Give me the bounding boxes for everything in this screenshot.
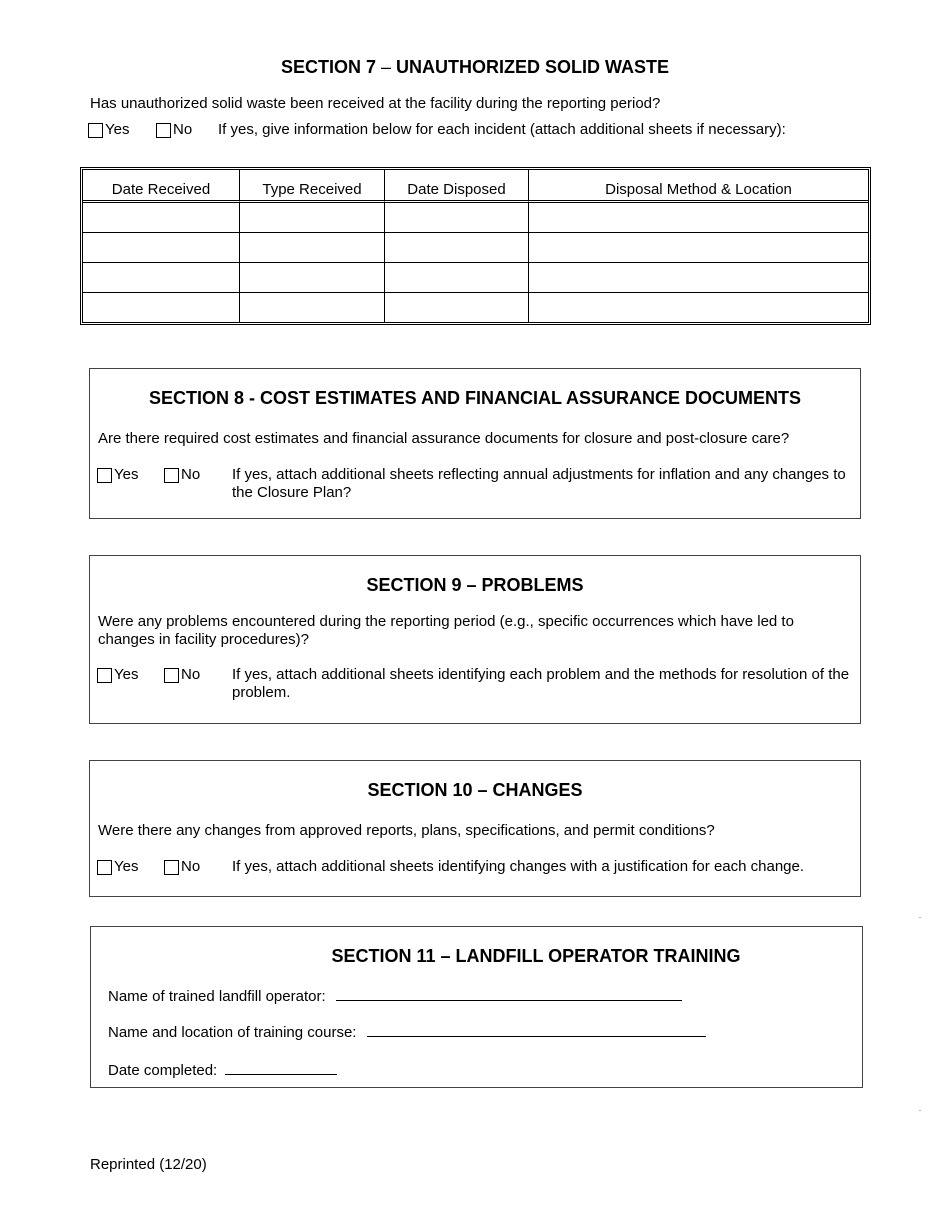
section8-box — [89, 368, 861, 519]
section7-no-label: No — [173, 121, 193, 138]
section7-title — [0, 57, 950, 78]
section10-yes-checkbox[interactable] — [97, 860, 112, 875]
header-type-received: Type Received — [240, 170, 385, 203]
section11-title: SECTION 11 – LANDFILL OPERATOR TRAINING — [331, 946, 741, 966]
section10-no-checkbox[interactable] — [164, 860, 179, 875]
table-cell[interactable] — [83, 263, 240, 293]
table-cell[interactable] — [240, 293, 385, 322]
operator-name-field[interactable] — [336, 986, 682, 1001]
table-cell[interactable] — [385, 233, 529, 263]
section8-no-label: No — [181, 466, 201, 483]
reprinted-note: Reprinted (12/20) — [90, 1156, 207, 1173]
table-cell[interactable] — [385, 203, 529, 233]
table-cell[interactable] — [385, 263, 529, 293]
section10-no-label: No — [181, 858, 201, 875]
section7-instruction: If yes, give information below for each incident (attach additional sheets if necessary): — [218, 121, 786, 138]
section9-box — [89, 555, 861, 724]
table-cell[interactable] — [240, 203, 385, 233]
section8-yes-option[interactable] — [97, 466, 138, 484]
section8-no-checkbox[interactable] — [164, 468, 179, 483]
section10-box — [89, 760, 861, 897]
section11-operator-row — [108, 986, 682, 1006]
section7-no-checkbox[interactable] — [156, 123, 171, 138]
table-cell[interactable] — [529, 233, 868, 263]
table-cell[interactable] — [529, 263, 868, 293]
section9-yes-option[interactable] — [97, 666, 138, 684]
section8-yes-label: Yes — [114, 466, 139, 483]
table-cell[interactable] — [240, 263, 385, 293]
table-cell[interactable] — [83, 293, 240, 322]
section9-question: Were any problems encountered during the reporting period (e.g., specific occurrences which have led to changes in facility procedures)? — [98, 613, 794, 648]
section9-no-option[interactable] — [164, 666, 200, 684]
section7-yes-option[interactable] — [88, 121, 129, 139]
table-cell[interactable] — [529, 293, 868, 322]
date-completed-field[interactable] — [225, 1060, 337, 1075]
scan-speck — [919, 917, 921, 918]
training-course-field[interactable] — [367, 1022, 706, 1037]
section7-title-prefix: SECTION 7 — [280, 57, 376, 77]
table-cell[interactable] — [240, 233, 385, 263]
header-date-received: Date Received — [83, 170, 240, 203]
operator-name-label: Name of trained landfill operator: — [108, 988, 326, 1005]
section9-no-checkbox[interactable] — [164, 668, 179, 683]
table-row — [83, 293, 868, 322]
section11-box — [90, 926, 863, 1088]
section10-yes-option[interactable] — [97, 858, 138, 876]
table-cell[interactable] — [83, 203, 240, 233]
incident-table — [80, 167, 871, 325]
date-completed-label: Date completed: — [108, 1062, 218, 1079]
table-row — [83, 233, 868, 263]
header-date-disposed: Date Disposed — [385, 170, 529, 203]
scan-speck — [919, 1110, 921, 1111]
section8-title: SECTION 8 - COST ESTIMATES AND FINANCIAL ASSURANCE DOCUMENTS — [148, 388, 802, 408]
section10-instruction: If yes, attach additional sheets identifying changes with a justification for each change. — [232, 858, 805, 875]
section7-title-dash: – — [381, 57, 392, 77]
section9-yes-label: Yes — [114, 666, 139, 683]
section7-title-rest: UNAUTHORIZED SOLID WASTE — [396, 57, 670, 77]
section11-date-row — [108, 1060, 337, 1080]
section8-no-option[interactable] — [164, 466, 200, 484]
section8-instruction: If yes, attach additional sheets reflecting annual adjustments for inflation and any changes to the Closure Plan? — [232, 466, 846, 501]
header-disposal-method-location: Disposal Method & Location — [529, 170, 868, 203]
table-cell[interactable] — [529, 203, 868, 233]
section8-yes-checkbox[interactable] — [97, 468, 112, 483]
table-cell[interactable] — [385, 293, 529, 322]
section9-title: SECTION 9 – PROBLEMS — [366, 575, 584, 595]
section11-course-row — [108, 1022, 706, 1042]
incident-table-header-row — [83, 170, 868, 203]
section9-yes-checkbox[interactable] — [97, 668, 112, 683]
training-course-label: Name and location of training course: — [108, 1024, 357, 1041]
section10-no-option[interactable] — [164, 858, 200, 876]
section7-question: Has unauthorized solid waste been received at the facility during the reporting period? — [90, 95, 661, 112]
section7-yes-checkbox[interactable] — [88, 123, 103, 138]
table-row — [83, 203, 868, 233]
section10-title: SECTION 10 – CHANGES — [367, 780, 583, 800]
table-cell[interactable] — [83, 233, 240, 263]
table-row — [83, 263, 868, 293]
section7-no-option[interactable] — [156, 121, 192, 139]
section10-yes-label: Yes — [114, 858, 139, 875]
section9-no-label: No — [181, 666, 201, 683]
section9-instruction: If yes, attach additional sheets identifying each problem and the methods for resolution of the problem. — [232, 666, 850, 701]
section7-yes-label: Yes — [105, 121, 130, 138]
section10-question: Were there any changes from approved reports, plans, specifications, and permit conditions? — [98, 822, 715, 839]
section8-question: Are there required cost estimates and financial assurance documents for closure and post-closure care? — [98, 430, 790, 447]
